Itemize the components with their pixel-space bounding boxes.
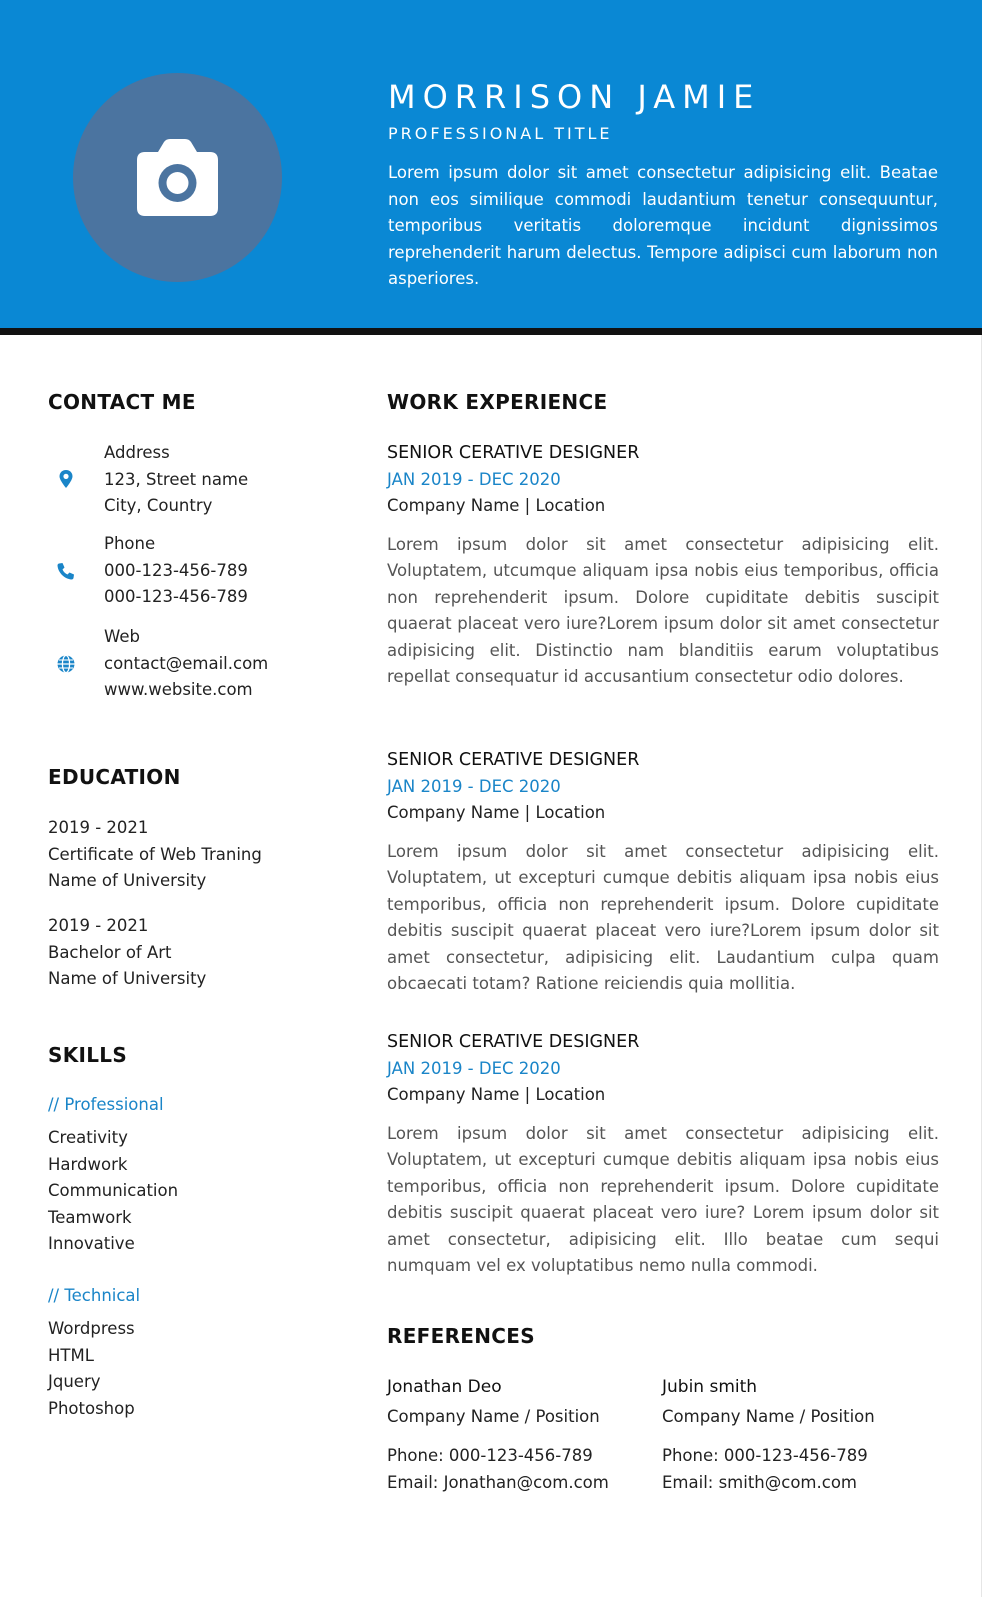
camera-icon bbox=[136, 138, 219, 218]
contact-web bbox=[48, 624, 338, 704]
location-pin-icon bbox=[56, 469, 76, 489]
profile-summary: Lorem ipsum dolor sit amet consectetur adipisicing elit. Beatae non eos similique commodi laudantium tenetur consequuntur, temporibus veritatis doloremque incidunt dignissimos reprehenderit harum delectus. Tempore adipisci cum laborum non asperiores. bbox=[388, 163, 938, 288]
reference-contact bbox=[662, 1442, 932, 1496]
job-title: SENIOR CERATIVE DESIGNER bbox=[387, 750, 640, 770]
reference-phone[interactable]: Phone: 000-123-456-789 bbox=[387, 1446, 593, 1465]
skill-item: Hardwork bbox=[48, 1154, 128, 1174]
job-title: SENIOR CERATIVE DESIGNER bbox=[387, 1032, 640, 1052]
education-school: Name of University bbox=[48, 871, 207, 890]
education-school: Name of University bbox=[48, 969, 207, 988]
job-description: Lorem ipsum dolor sit amet consectetur adipisicing elit. Voluptatem, ut excepturi cumque debitis aliquam ipsa nobis eius temporibus, officia non reprehenderit ipsum. Dolore cupiditate debitis suscipit quaerat placeat vero iure? Lorem ipsum dolor sit amet consectetur, adipisicing elit. Illo beatae cum sequi numquam vel ex voluptatibus nemo nulla commodi. bbox=[387, 1123, 939, 1275]
reference-email[interactable]: Email: smith@com.com bbox=[662, 1473, 857, 1492]
education-item bbox=[48, 815, 262, 895]
education-years: 2019 - 2021 bbox=[48, 916, 149, 935]
reference-email[interactable]: Email: Jonathan@com.com bbox=[387, 1473, 609, 1492]
phone-label: Phone bbox=[104, 534, 156, 553]
profile-photo-placeholder[interactable] bbox=[73, 73, 282, 282]
reference-name: Jubin smith bbox=[662, 1377, 758, 1397]
education-degree: Bachelor of Art bbox=[48, 942, 172, 962]
work-experience-heading: WORK EXPERIENCE bbox=[387, 390, 608, 414]
skill-item: Teamwork bbox=[48, 1207, 132, 1227]
job-dates: JAN 2019 - DEC 2020 bbox=[387, 469, 561, 489]
skill-item: Wordpress bbox=[48, 1319, 135, 1338]
reference-card bbox=[387, 1374, 657, 1496]
contact-heading: CONTACT ME bbox=[48, 390, 196, 414]
education-item bbox=[48, 913, 206, 993]
education-heading: EDUCATION bbox=[48, 765, 181, 789]
job-description: Lorem ipsum dolor sit amet consectetur adipisicing elit. Voluptatem, ut excepturi cumque debitis aliquam ipsa nobis eius temporibus, officia non reprehenderit ipsum. Dolore cupiditate debitis suscipit quaerat placeat vero iure?Lorem ipsum dolor sit amet consectetur, adipisicing elit. Laudantium culpa quam obcaecati totam? Ratione reiciendis quia mollitia. bbox=[387, 841, 939, 993]
phone-line-1[interactable]: 000-123-456-789 bbox=[104, 560, 248, 580]
job-entry bbox=[387, 747, 939, 998]
skill-item: Creativity bbox=[48, 1128, 128, 1147]
skills-heading: SKILLS bbox=[48, 1043, 128, 1067]
skills-professional-list bbox=[48, 1125, 178, 1258]
header-banner bbox=[0, 0, 982, 328]
address-line-1: 123, Street name bbox=[104, 469, 249, 489]
job-description: Lorem ipsum dolor sit amet consectetur adipisicing elit. Voluptatem, utcumque aliquam ipsa nobis eius temporibus, officia non reprehenderit ipsum. Dolore cupiditate debitis suscipit quaerat placeat vero iure?Lorem ipsum dolor sit amet consectetur adipisicing elit. Distinctio nam blanditiis earum voluptatibus repellat consequatur id accusantium consectetur odio dolores. bbox=[387, 534, 939, 686]
contact-email-link[interactable]: contact@email.com bbox=[104, 653, 269, 673]
job-company: Company Name | Location bbox=[387, 1085, 606, 1104]
job-company: Company Name | Location bbox=[387, 803, 606, 822]
address-line-2: City, Country bbox=[104, 496, 213, 515]
contact-address bbox=[48, 440, 338, 520]
job-title: SENIOR CERATIVE DESIGNER bbox=[387, 443, 640, 463]
skills-professional-label: // Professional bbox=[48, 1095, 164, 1114]
education-degree: Certificate of Web Traning bbox=[48, 844, 262, 864]
reference-phone[interactable]: Phone: 000-123-456-789 bbox=[662, 1446, 868, 1465]
contact-phone bbox=[48, 531, 338, 611]
candidate-name: MORRISON JAMIE bbox=[388, 78, 761, 116]
skill-item: Photoshop bbox=[48, 1398, 135, 1418]
professional-title: PROFESSIONAL TITLE bbox=[388, 124, 613, 143]
references-heading: REFERENCES bbox=[387, 1324, 535, 1348]
reference-company: Company Name / Position bbox=[662, 1407, 875, 1426]
reference-name: Jonathan Deo bbox=[387, 1377, 502, 1397]
reference-company: Company Name / Position bbox=[387, 1407, 600, 1426]
reference-card bbox=[662, 1374, 932, 1496]
job-company: Company Name | Location bbox=[387, 496, 606, 515]
skill-item: Jquery bbox=[48, 1372, 101, 1391]
education-years: 2019 - 2021 bbox=[48, 818, 149, 837]
skill-item: Innovative bbox=[48, 1234, 135, 1253]
skill-item: Communication bbox=[48, 1181, 179, 1200]
skills-technical-label: // Technical bbox=[48, 1286, 141, 1305]
job-entry bbox=[387, 1029, 939, 1280]
website-link[interactable]: www.website.com bbox=[104, 680, 253, 699]
phone-icon bbox=[56, 561, 76, 581]
address-label: Address bbox=[104, 443, 170, 462]
job-dates: JAN 2019 - DEC 2020 bbox=[387, 1058, 561, 1078]
reference-contact bbox=[387, 1442, 657, 1496]
globe-icon bbox=[56, 654, 76, 674]
header-divider bbox=[0, 328, 982, 335]
skills-technical-list bbox=[48, 1316, 135, 1422]
job-entry bbox=[387, 440, 939, 691]
skill-item: HTML bbox=[48, 1345, 94, 1365]
job-dates: JAN 2019 - DEC 2020 bbox=[387, 776, 561, 796]
phone-line-2[interactable]: 000-123-456-789 bbox=[104, 587, 248, 606]
web-label: Web bbox=[104, 627, 140, 646]
